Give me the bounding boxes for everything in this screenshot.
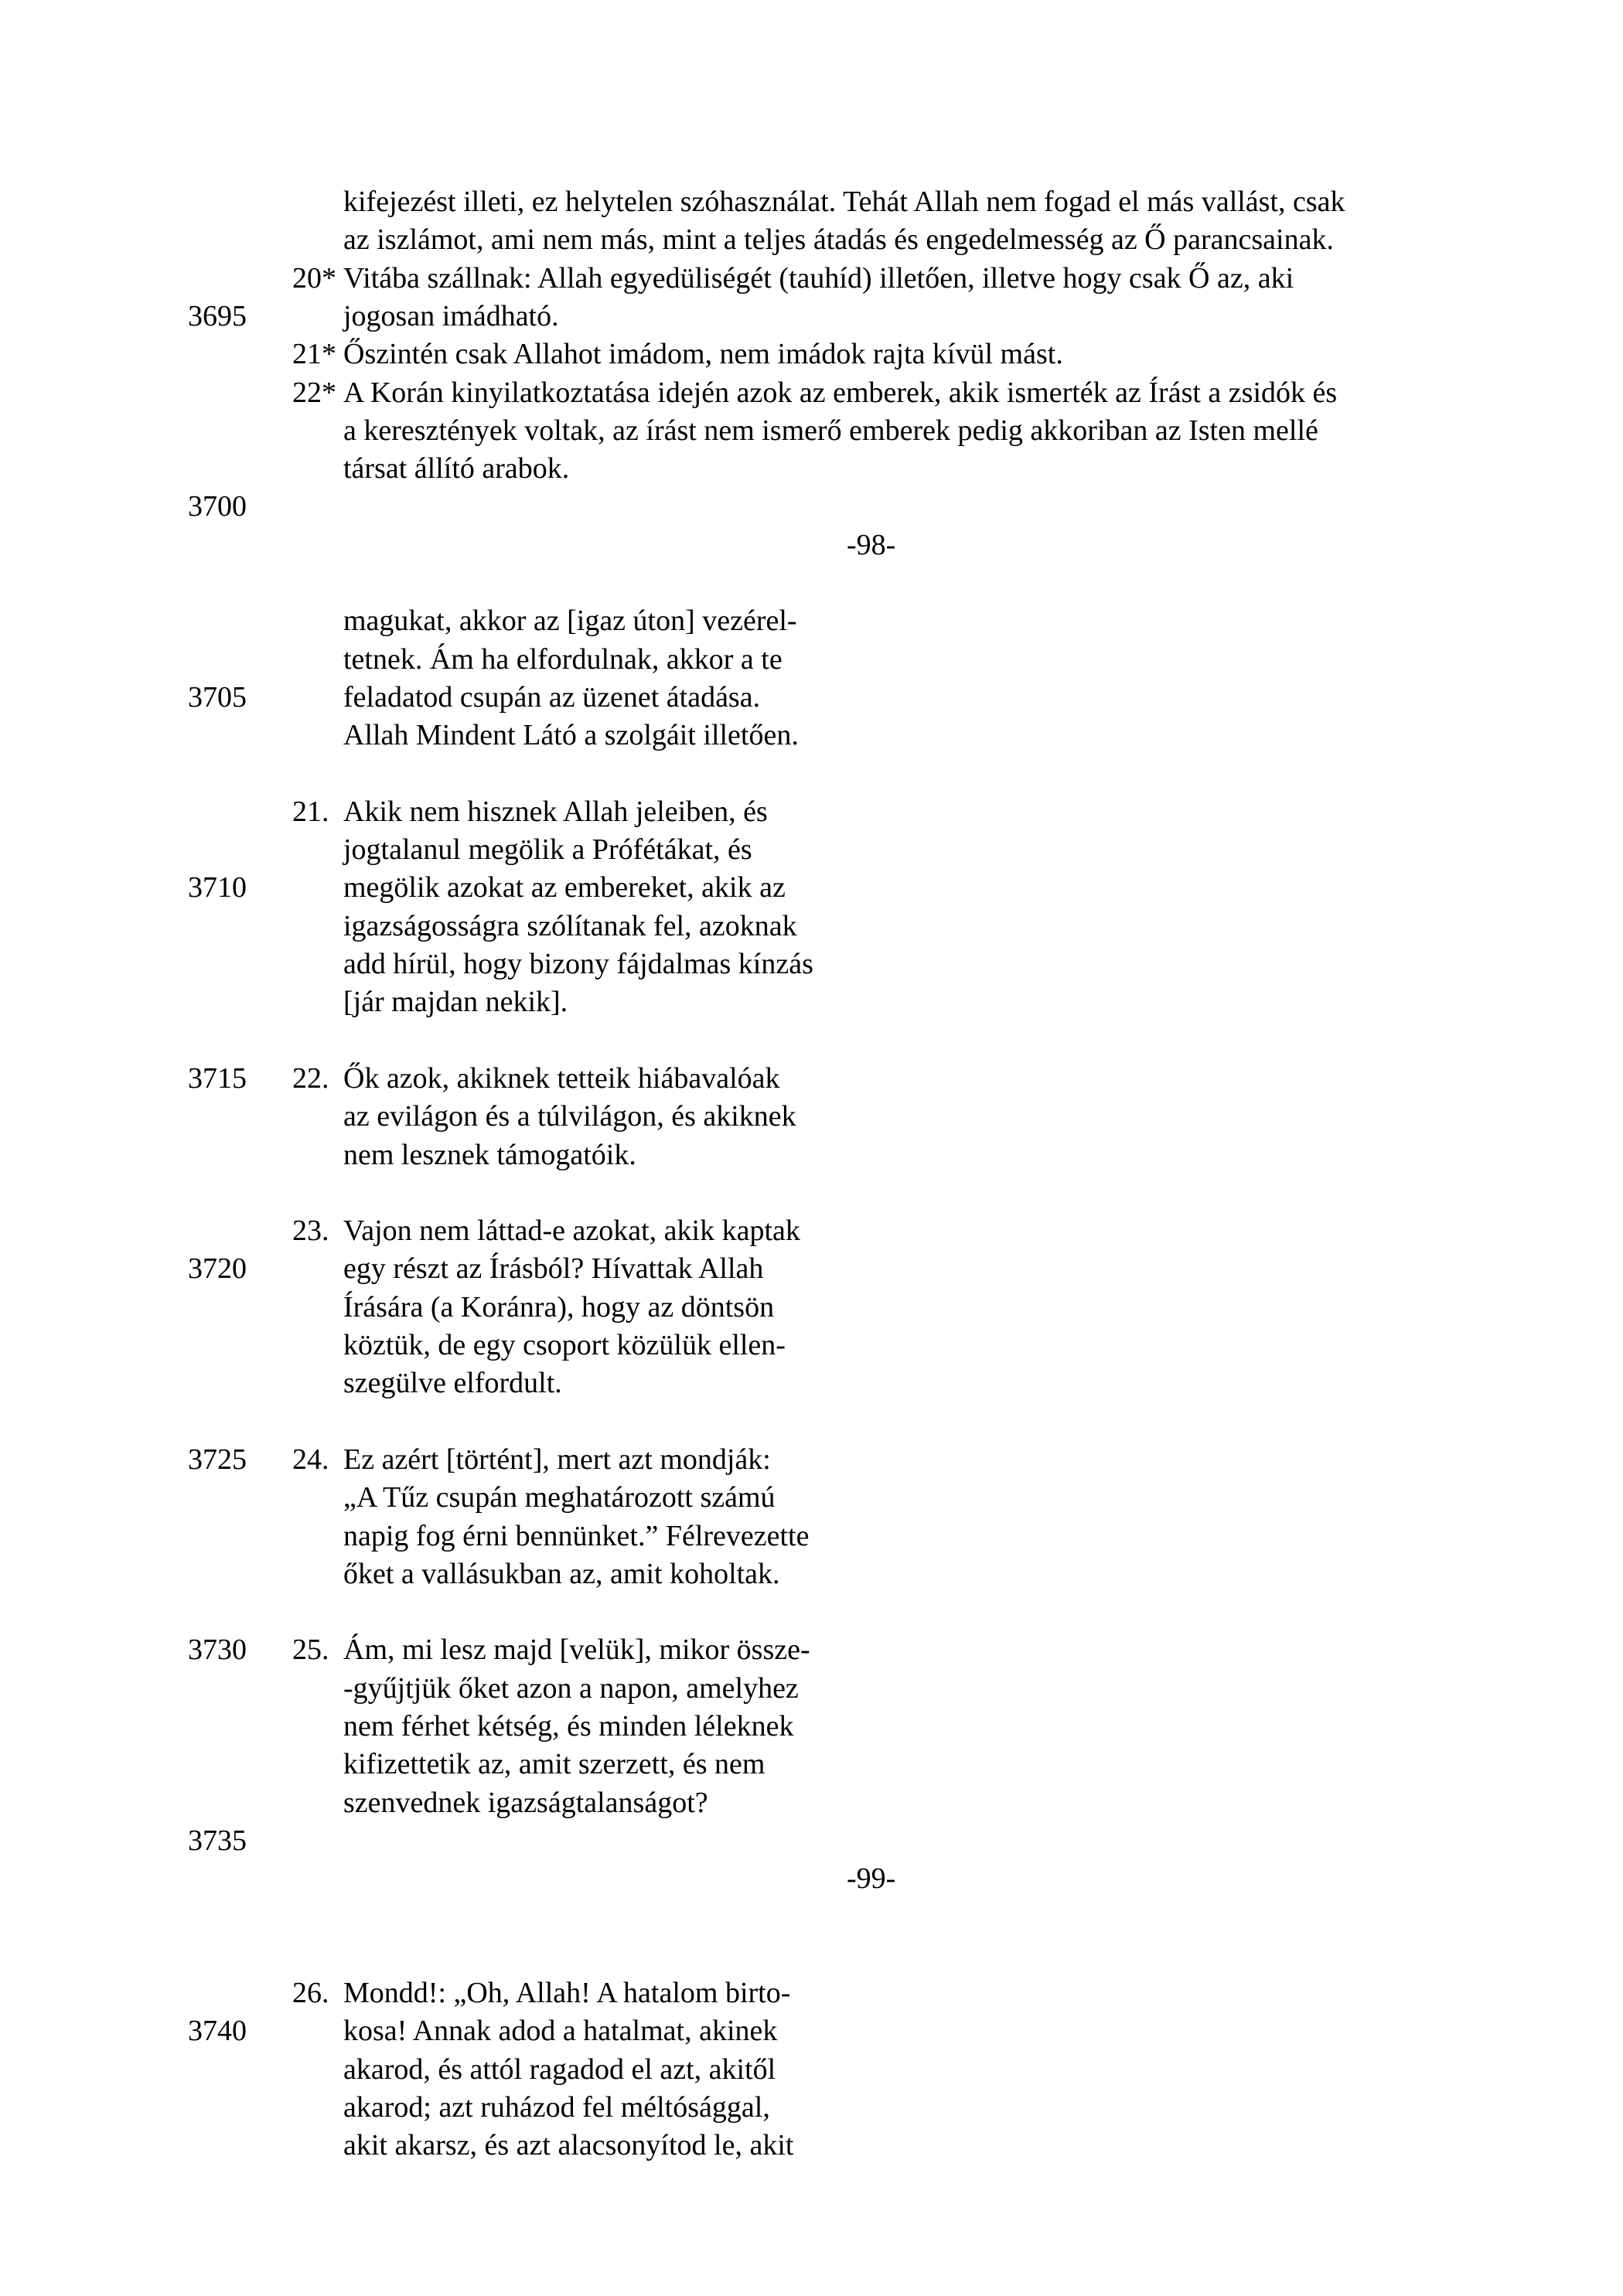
page-number: -98-	[847, 529, 896, 561]
text-line: köztük, de egy csoport közülük ellen-	[343, 1329, 786, 1361]
text-line: -gyűjtjük őket azon a napon, amelyhez	[343, 1672, 799, 1705]
text-line: Ez azért [történt], mert azt mondják:	[343, 1443, 771, 1476]
verse-marker: 21.	[292, 795, 329, 828]
text-line: akarod; azt ruházod fel méltósággal,	[343, 2091, 770, 2124]
text-line: Vajon nem láttad-e azokat, akik kaptak	[343, 1214, 800, 1247]
line-number: 3700	[188, 490, 247, 523]
text-line: őket a vallásukban az, amit koholtak.	[343, 1558, 780, 1590]
text-line: Mondd!: „Oh, Allah! A hatalom birto-	[343, 1977, 791, 2009]
line-number: 3710	[188, 871, 247, 904]
verse-marker: 22.	[292, 1062, 329, 1095]
text-line: Vitába szállnak: Allah egyedüliségét (tauhíd) illetően, illetve hogy csak Ő az, aki	[343, 262, 1294, 295]
line-number: 3705	[188, 681, 247, 714]
text-line: jogtalanul megölik a Prófétákat, és	[343, 833, 752, 866]
text-line: add hírül, hogy bizony fájdalmas kínzás	[343, 948, 813, 980]
text-line: Allah Mindent Látó a szolgáit illetően.	[343, 719, 799, 751]
line-number: 3725	[188, 1443, 247, 1476]
line-number: 3715	[188, 1062, 247, 1095]
text-line: Ám, mi lesz majd [velük], mikor össze-	[343, 1633, 810, 1666]
text-line: feladatod csupán az üzenet átadása.	[343, 681, 761, 714]
text-line: az evilágon és a túlvilágon, és akiknek	[343, 1100, 796, 1133]
verse-marker: 22*	[292, 376, 336, 409]
text-line: „A Tűz csupán meghatározott számú	[343, 1481, 776, 1514]
text-line: kosa! Annak adod a hatalmat, akinek	[343, 2015, 778, 2047]
text-line: tetnek. Ám ha elfordulnak, akkor a te	[343, 643, 783, 676]
text-line: igazságosságra szólítanak fel, azoknak	[343, 910, 797, 942]
text-line: napig fog érni bennünket.” Félrevezette	[343, 1520, 810, 1552]
text-line: Akik nem hisznek Allah jeleiben, és	[343, 795, 768, 828]
text-line: társat állító arabok.	[343, 452, 570, 485]
line-number: 3695	[188, 300, 247, 332]
text-line: jogosan imádható.	[343, 300, 559, 332]
text-line: A Korán kinyilatkoztatása idején azok az emberek, akik ismerték az Írást a zsidók és	[343, 376, 1338, 409]
text-line: megölik azokat az embereket, akik az	[343, 871, 786, 904]
verse-marker: 23.	[292, 1214, 329, 1247]
line-number: 3730	[188, 1633, 247, 1666]
text-line: az iszlámot, ami nem más, mint a teljes átadás és engedelmesség az Ő parancsainak.	[343, 223, 1334, 256]
text-line: Írására (a Koránra), hogy az döntsön	[343, 1291, 775, 1323]
text-line: Őszintén csak Allahot imádom, nem imádok rajta kívül mást.	[343, 338, 1063, 370]
text-line: nem férhet kétség, és minden léleknek	[343, 1710, 794, 1742]
page-number: -99-	[847, 1862, 896, 1895]
text-line: Ők azok, akiknek tetteik hiábavalóak	[343, 1062, 780, 1095]
text-line: egy részt az Írásból? Hívattak Allah	[343, 1252, 764, 1285]
text-line: akit akarsz, és azt alacsonyítod le, akit	[343, 2129, 794, 2161]
line-number: 3735	[188, 1824, 247, 1857]
text-line: kifizettetik az, amit szerzett, és nem	[343, 1748, 765, 1780]
verse-marker: 25.	[292, 1633, 329, 1666]
text-line: [jár majdan nekik].	[343, 986, 568, 1018]
verse-marker: 21*	[292, 338, 336, 370]
line-number: 3720	[188, 1252, 247, 1285]
text-line: nem lesznek támogatóik.	[343, 1139, 636, 1171]
text-line: kifejezést illeti, ez helytelen szóhasználat. Tehát Allah nem fogad el más vallást, csak	[343, 186, 1345, 218]
text-line: akarod, és attól ragadod el azt, akitől	[343, 2053, 776, 2086]
verse-marker: 24.	[292, 1443, 329, 1476]
text-line: a keresztények voltak, az írást nem ismerő emberek pedig akkoriban az Isten mellé	[343, 414, 1318, 447]
text-line: magukat, akkor az [igaz úton] vezérel-	[343, 605, 797, 637]
text-line: szegülve elfordult.	[343, 1367, 562, 1399]
verse-marker: 26.	[292, 1977, 329, 2009]
verse-marker: 20*	[292, 262, 336, 295]
text-line: szenvednek igazságtalanságot?	[343, 1787, 708, 1819]
line-number: 3740	[188, 2015, 247, 2047]
